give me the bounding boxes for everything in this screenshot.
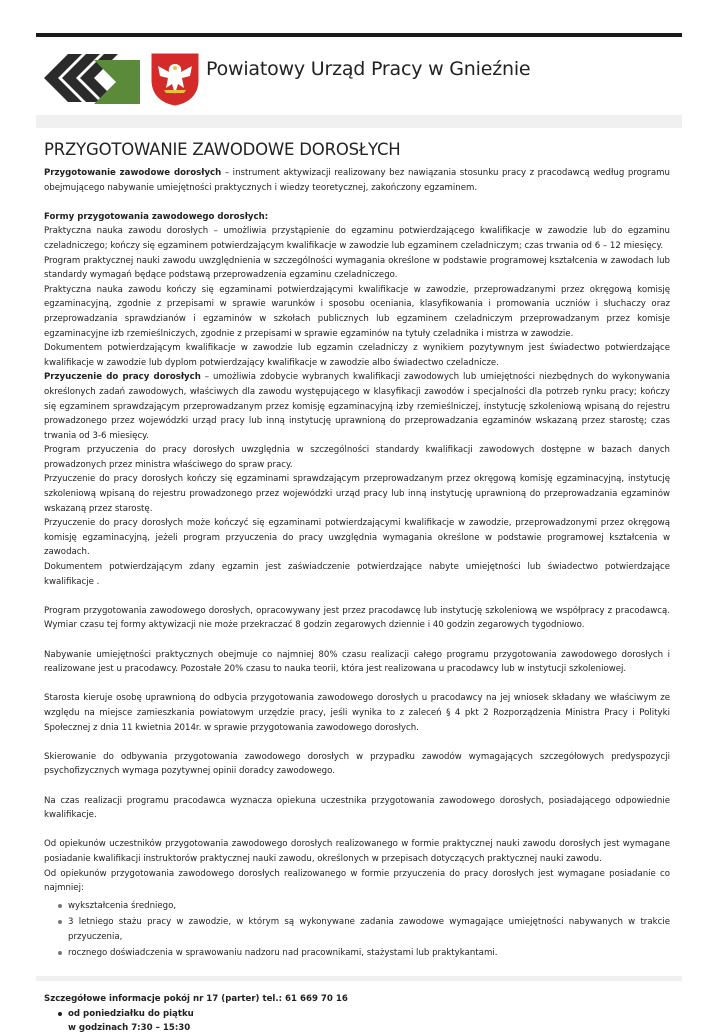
coat-of-arms-icon [148,50,202,108]
paragraph-7: Przyuczenie do pracy dorosłych kończy się egzaminami sprawdzającym przeprowadzanym przez okręgową komisję egzaminacyjną, instytucję szkoleniową wpisaną do rejestru prowadzonego przez wojewódzki urząd pracy lub inną instytucję uprawnioną do przeprowadzania egzaminów wskazaną przez starostę. [44,474,670,514]
paragraph-12: Starosta kieruje osobę uprawnioną do odbycia przygotowania zawodowego dorosłych u pracodawcy na jej wniosek składany we właściwym ze względu na miejsce zamieszkania powiatowym urzędzie pracy, jeśli wynika to z zaleceń § 4 pkt 2 Rozporządzenia Ministra Pracy i Polityki Społecznej z dnia 11 kwietnia 2014r. w sprawie przygotowania zawodowego dorosłych. [44,693,670,733]
main-content [36,128,682,1034]
paragraph-2: Program praktycznej nauki zawodu uwzględnienia w szczególności wymagania określone w podstawie programowej kształcenia w zawodach lub standardy wymagań będące podstawą przeprowadzenia egzaminu czeladniczego. [44,255,670,281]
intro-paragraph [44,166,670,195]
paragraph-14: Na czas realizacji programu pracodawca wyznacza opiekuna uczestnika przygotowania zawodowego dorosłych, posiadającego odpowiednie kwalifikacje. [44,795,670,821]
intro-term: Przygotowanie zawodowe dorosłych [44,168,222,178]
paragraph-10: Program przygotowania zawodowego dorosłych, opracowywany jest przez pracodawcę lub instytucję szkoleniową we współpracy z pracodawcą. Wymiar czasu tej formy aktywizacji nie może przekraczać 8 godzin zegarowych dziennie i 40 godzin zegarowych tygodniowo. [44,605,670,631]
list-item: wykształcenia średniego, [68,899,670,914]
arrows-logo-icon [40,50,144,108]
article [44,140,670,1036]
office-hours-item: od poniedziałku do piątku w godzinach 7:30 – 15:30 [68,1007,670,1036]
list-item: 3 letniego stażu pracy w zawodzie, w którym są wykonywane zadania zawodowe wymagające umiejętności nabywanych w trakcie przyuczenia, [68,915,670,944]
contact-info: Szczegółowe informacje pokój nr 17 (parter) tel.: 61 669 70 16 [44,994,348,1005]
paragraph-1: Praktyczna nauka zawodu dorosłych – umożliwia przystąpienie do egzaminu potwierdzającego kwalifikacje w zawodzie lub do egzaminu czeladniczego; kończy się egzaminem potwierdzającym kwalifikacje w zawodzie lub egzaminem czeladniczym; czas trwania od 6 – 12 miesięcy. [44,226,670,251]
paragraph-11: Nabywanie umiejętności praktycznych obejmuje co najmniej 80% czasu realizacji całego programu przygotowania zawodowego dorosłych i realizowane jest u pracodawcy. Pozostałe 20% czasu to nauka teorii, która jest realizowana u pracodawcy lub w instytucji szkoleniowej. [44,649,670,675]
paragraph-13: Skierowanie do odbywania przygotowania zawodowego dorosłych w przypadku zawodów wymagających szczegółowych predyspozycji psychofizycznych wymaga pozytywnej opinii doradcy zawodowego. [44,751,670,777]
office-hours [44,1007,670,1036]
intro-text: – instrument aktywizacji realizowany bez nawiązania stosunku pracy z pracodawcą według programu obejmującego nabywanie umiejętności praktycznych i wiedzy teoretycznej, zakończony egzaminem. [44,168,670,193]
forms-heading: Formy przygotowania zawodowego dorosłych: [44,211,269,222]
paragraph-15: Od opiekunów uczestników przygotowania zawodowego dorosłych realizowanego w formie praktycznej nauki zawodu dorosłych jest wymagane posiadanie kwalifikacji instruktorów praktycznej nauki zawodu, określonych w przepisach dotyczących praktycznej nauki zawodu. [44,839,670,864]
requirements-list [44,899,670,961]
paragraph-9: Dokumentem potwierdzającym zdany egzamin jest zaświadczenie potwierdzające nabyte umiejętności lub świadectwo potwierdzające kwalifikacje . [44,562,670,587]
paragraph-8: Przyuczenie do pracy dorosłych może kończyć się egzaminami potwierdzającymi kwalifikacje w zawodzie, przeprowadzonymi przez okręgową komisję egzaminacyjną, jeżeli program przyuczenia do pracy uwzględnia wymagania określone w podstawie programowej kształcenia w zawodach. [44,518,670,558]
paragraph-5-term: Przyuczenie do pracy dorosłych [44,372,201,383]
paragraph-6: Program przyuczenia do pracy dorosłych uwzględnia w szczególności standardy kwalifikacji zawodowych dostępne w bazach danych prowadzonych przez ministra właściwego do spraw pracy. [44,445,670,470]
site-title: Powiatowy Urząd Pracy w Gnieźnie [206,58,531,80]
paragraph-5 [44,370,670,443]
paragraph-16: Od opiekunów przygotowania zawodowego dorosłych realizowanego w formie przyuczenia do pracy dorosłych jest wymagane posiadanie co najmniej: [44,868,670,894]
paragraph-5-text: – umożliwia zdobycie wybranych kwalifikacji zawodowych lub umiejętności niezbędnych do wykonywania określonych zadań zawodowych, właściwych dla zawodu występującego w klasyfikacji zawodów i specjalności dla potrzeb rynku pracy; kończy się egzaminem sprawdzającym przeprowadzanym przez komisję egzaminacyjną izby rzemieślniczej, instytucję szkoleniową wpisaną do rejestru prowadzonego przez wojewódzki urząd pracy lub inną instytucję uprawnioną do przeprowadzania egzaminów wskazaną przez starostę; czas trwania od 3-6 miesięcy. [44,372,671,441]
paragraph-3: Praktyczna nauka zawodu kończy się egzaminami potwierdzającymi kwalifikacje w zawodzie, przeprowadzanymi przez okręgową komisję egzaminacyjną, zgodnie z przepisami w sprawie warunków i sposobu oceniania, klasyfikowania i promowania uczniów i słuchaczy oraz przeprowadzania sprawdzianów i egzaminów w szkołach publicznych lub egzaminem czeladniczym przeprowadzanym przez komisje egzaminacyjne izb rzemieślniczych, zgodnie z przepisami w sprawie egzaminów na tytuły czeladnika i mistrza w zawodzie. [44,284,670,339]
list-item: rocznego doświadczenia w sprawowaniu nadzoru nad pracownikami, stażystami lub praktykantami. [68,946,670,961]
page-title: PRZYGOTOWANIE ZAWODOWE DOROSŁYCH [44,140,401,159]
paragraph-4: Dokumentem potwierdzającym kwalifikacje w zawodzie lub egzamin czeladniczy z wynikiem pozytywnym jest świadectwo potwierdzające kwalifikacje w zawodzie lub dyplom potwierdzający kwalifikacje w zawodzie albo świadectwo czeladnicze. [44,343,670,368]
